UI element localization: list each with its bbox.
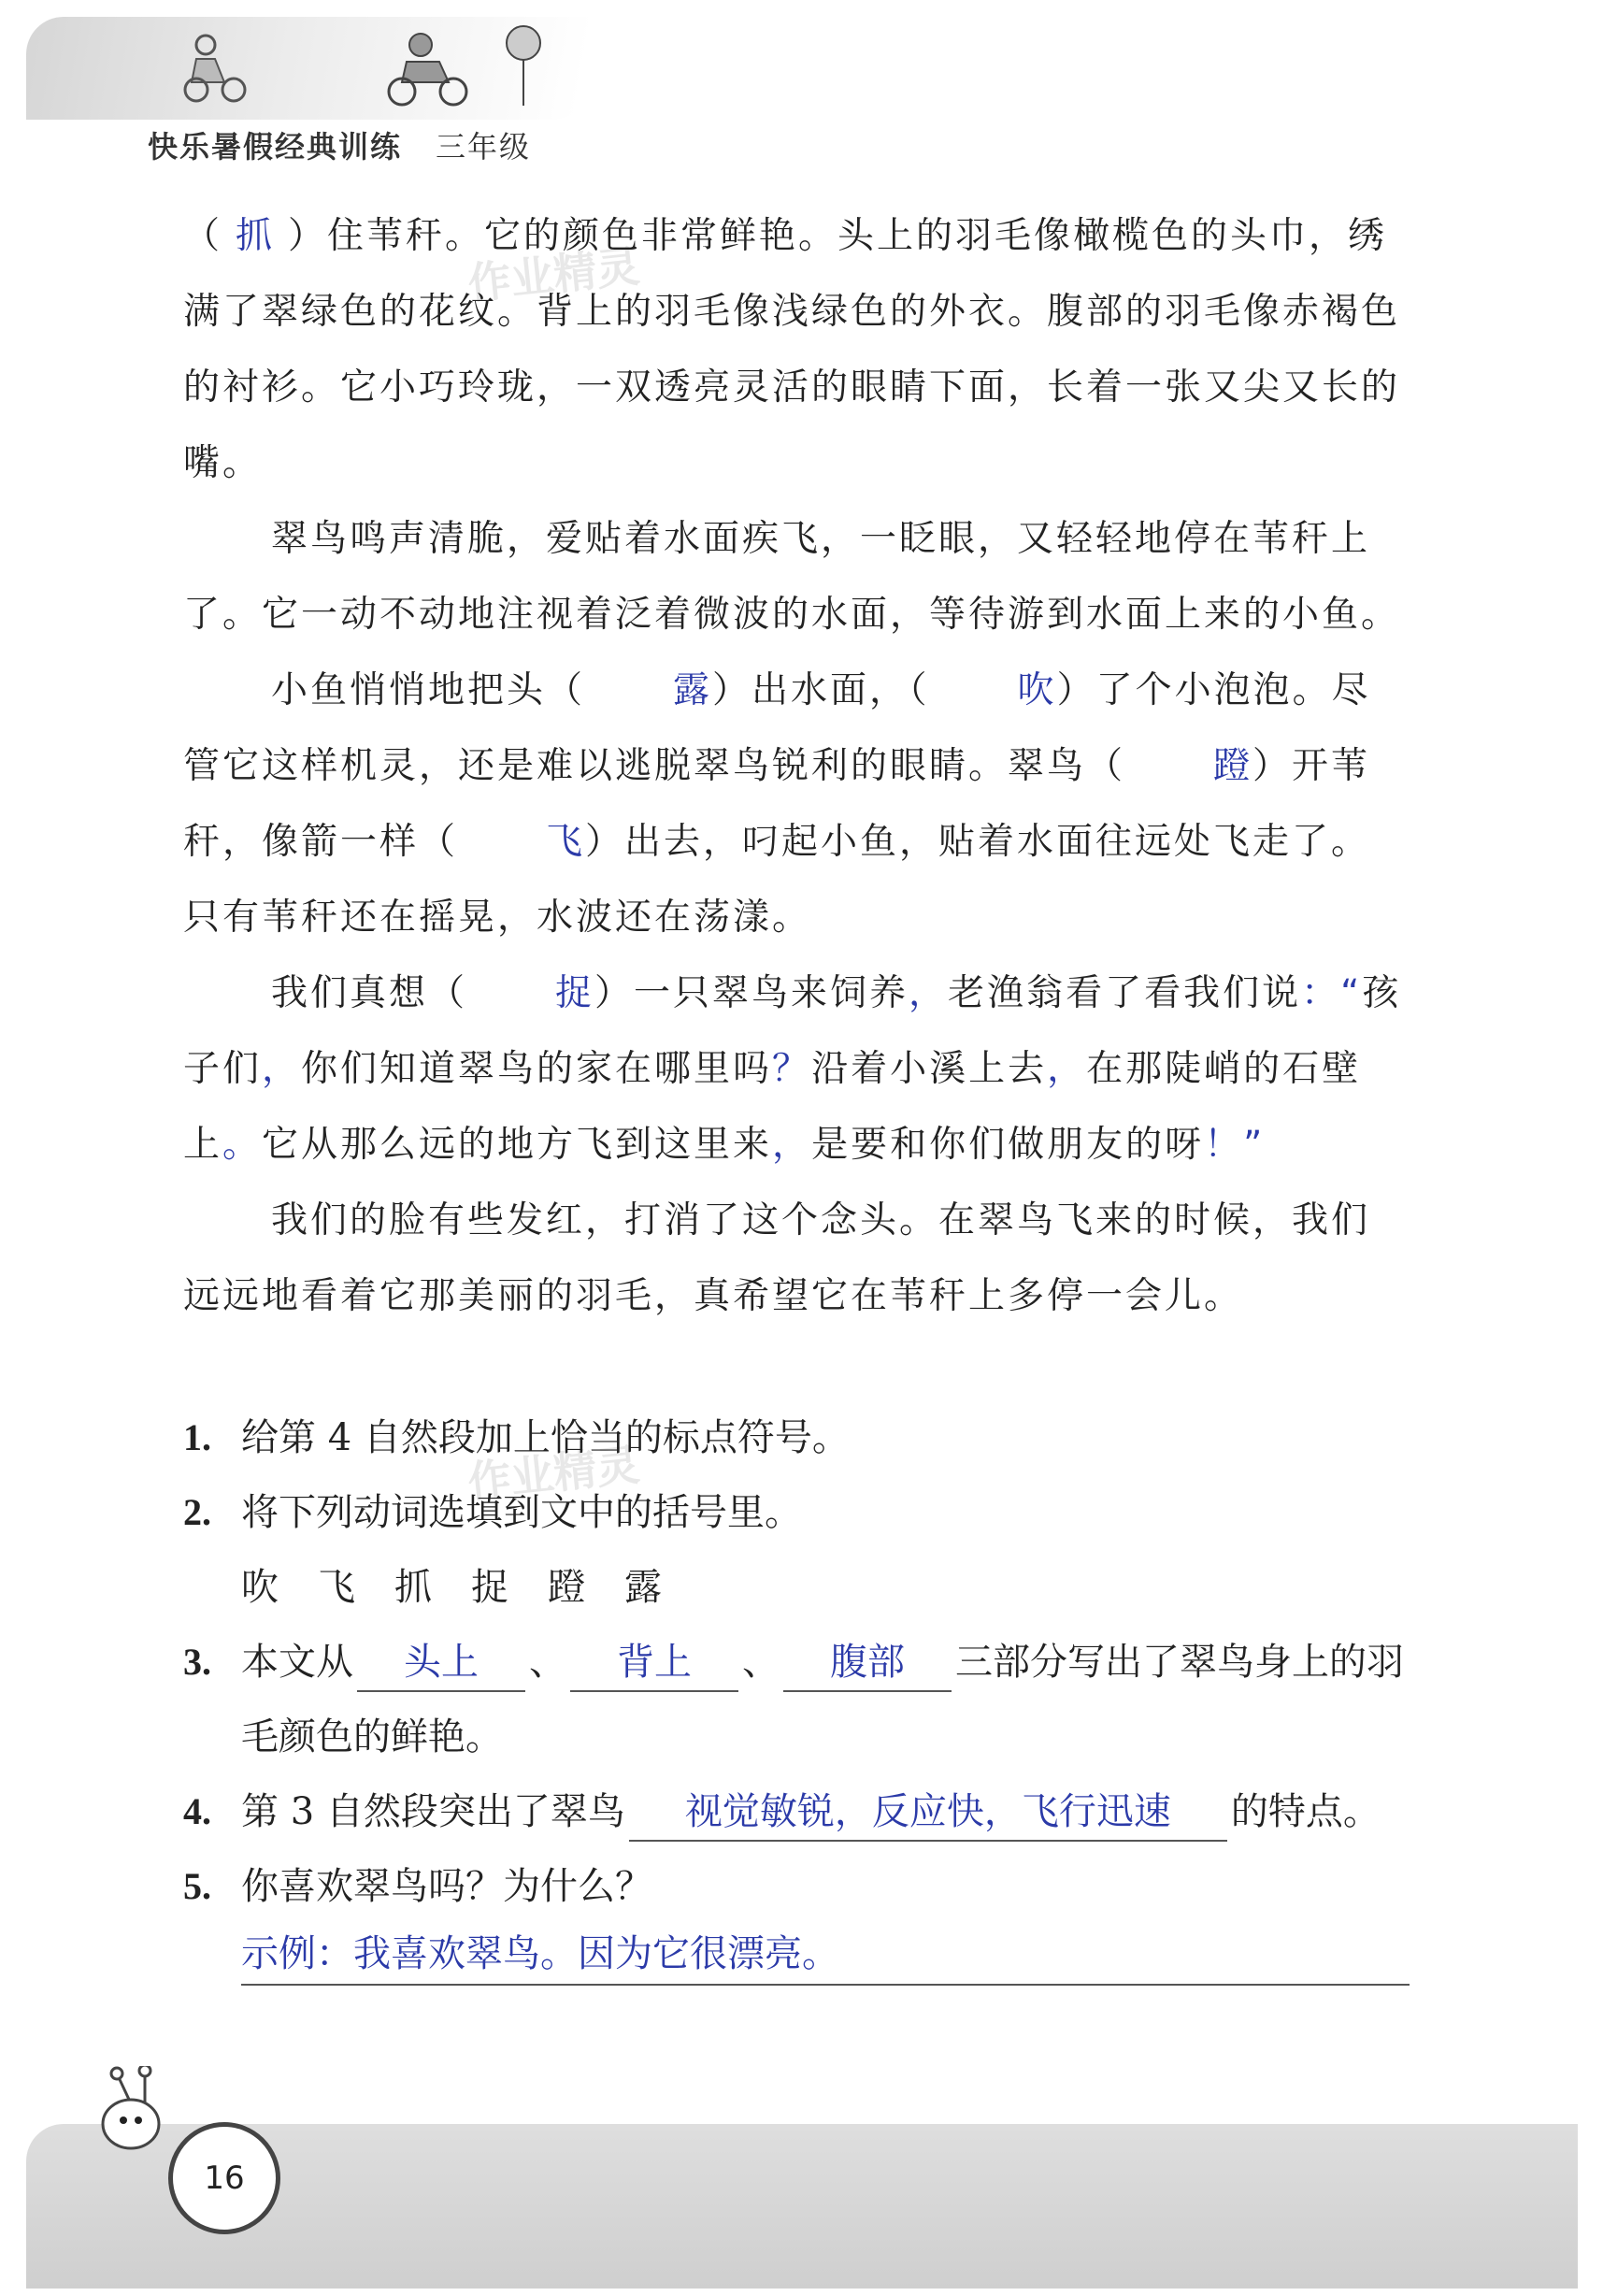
question-5: 5. 你喜欢翠鸟吗？为什么？ <box>183 1849 1408 1924</box>
punctuation-answer: ：“ <box>1301 972 1363 1014</box>
answer-blank: 头上 <box>357 1634 525 1692</box>
question-number: 2. <box>183 1491 211 1533</box>
answer-line: 示例：我喜欢翠鸟。因为它很漂亮。 <box>241 1924 1410 1986</box>
answer-fill: 飞 <box>546 821 586 863</box>
book-title: 快乐暑假经典训练 <box>148 129 403 165</box>
punctuation-answer: ， <box>909 972 949 1014</box>
answer-fill: 抓 <box>236 215 276 257</box>
punctuation-answer: ！” <box>1204 1124 1266 1166</box>
page-number: 16 <box>168 2122 280 2234</box>
question-number: 5. <box>183 1865 211 1907</box>
punctuation-answer: 。 <box>222 1124 263 1166</box>
answer-fill: 蹬 <box>1213 745 1253 787</box>
answer-blank: 视觉敏锐，反应快，飞行迅速 <box>629 1784 1227 1842</box>
question-number: 1. <box>183 1416 211 1458</box>
paragraph-2: 翠鸟鸣声清脆，爱贴着水面疾飞，一眨眼，又轻轻地停在苇秆上了。它一动不动地注视着泛着微波的水面，等待游到水面上来的小鱼。 <box>183 518 1401 636</box>
header-title <box>148 123 531 166</box>
answer-fill: 露 <box>673 669 713 711</box>
verb-option: 捉 <box>471 1566 512 1609</box>
watermark: 作业精灵 <box>465 240 642 309</box>
answer-fill: 捉 <box>555 972 595 1014</box>
verb-option: 蹬 <box>548 1566 589 1609</box>
paragraph-1: （ 抓 ）住苇秆。它的颜色非常鲜艳。头上的羽毛像橄榄色的头巾，绣满了翠绿色的花纹。背上的羽毛像浅绿色的外衣。腹部的羽毛像赤褐色的衬衫。它小巧玲珑，一双透亮灵活的眼睛下面，长着一张又尖又长的嘴。 <box>183 198 1408 501</box>
question-list <box>183 1400 1408 1986</box>
question-3: 3. 本文从 头上 、 背上 、 腹部 三部分写出了翠鸟身上的羽毛颜色的鲜艳。 <box>183 1625 1408 1774</box>
answer-blank: 腹部 <box>783 1634 952 1692</box>
punctuation-answer: ？ <box>772 1048 812 1090</box>
punctuation-answer: ， <box>1047 1048 1087 1090</box>
grade-label: 三年级 <box>436 129 532 165</box>
question-4: 4. 第 3 自然段突出了翠鸟 视觉敏锐，反应快，飞行迅速 的特点。 <box>183 1774 1408 1849</box>
punctuation-answer: ， <box>262 1048 302 1090</box>
children-cycling-illustration <box>168 17 561 110</box>
paragraph-5: 我们的脸有些发红，打消了这个念头。在翠鸟飞来的时候，我们远远地看着它那美丽的羽毛，真希望它在苇秆上多停一会儿。 <box>183 1199 1371 1317</box>
passage <box>183 198 1408 1334</box>
watermark: 作业精灵 <box>465 1439 642 1508</box>
verb-option: 飞 <box>318 1566 359 1609</box>
verb-option: 露 <box>624 1566 666 1609</box>
verb-option: 抓 <box>394 1566 436 1609</box>
question-number: 4. <box>183 1790 211 1832</box>
question-number: 3. <box>183 1641 211 1683</box>
verb-option: 吹 <box>241 1566 282 1609</box>
answer-blank: 背上 <box>570 1634 738 1692</box>
paragraph-3: 小鱼悄悄地把头（ 露）出水面，（ 吹）了个小泡泡。尽管它这样机灵，还是难以逃脱翠鸟锐利的眼睛。翠鸟（ 蹬）开苇秆，像箭一样（ 飞）出去，叼起小鱼，贴着水面往远处飞走了。只有苇秆还在摇晃，水波还在荡漾。 <box>183 653 1408 955</box>
answer-fill: 吹 <box>1017 669 1057 711</box>
question-2: 2. 将下列动词选填到文中的括号里。 <box>183 1475 1408 1550</box>
punctuation-answer: ， <box>772 1124 812 1166</box>
question-1: 1. 给第 4 自然段加上恰当的标点符号。 <box>183 1400 1408 1475</box>
paragraph-4: 我们真想（ 捉）一只翠鸟来饲养，老渔翁看了看我们说：“孩子们，你们知道翠鸟的家在哪里吗？沿着小溪上去，在那陡峭的石壁上。它从那么远的地方飞到这里来，是要和你们做朋友的呀！” <box>183 955 1408 1183</box>
verb-options <box>183 1550 1408 1625</box>
